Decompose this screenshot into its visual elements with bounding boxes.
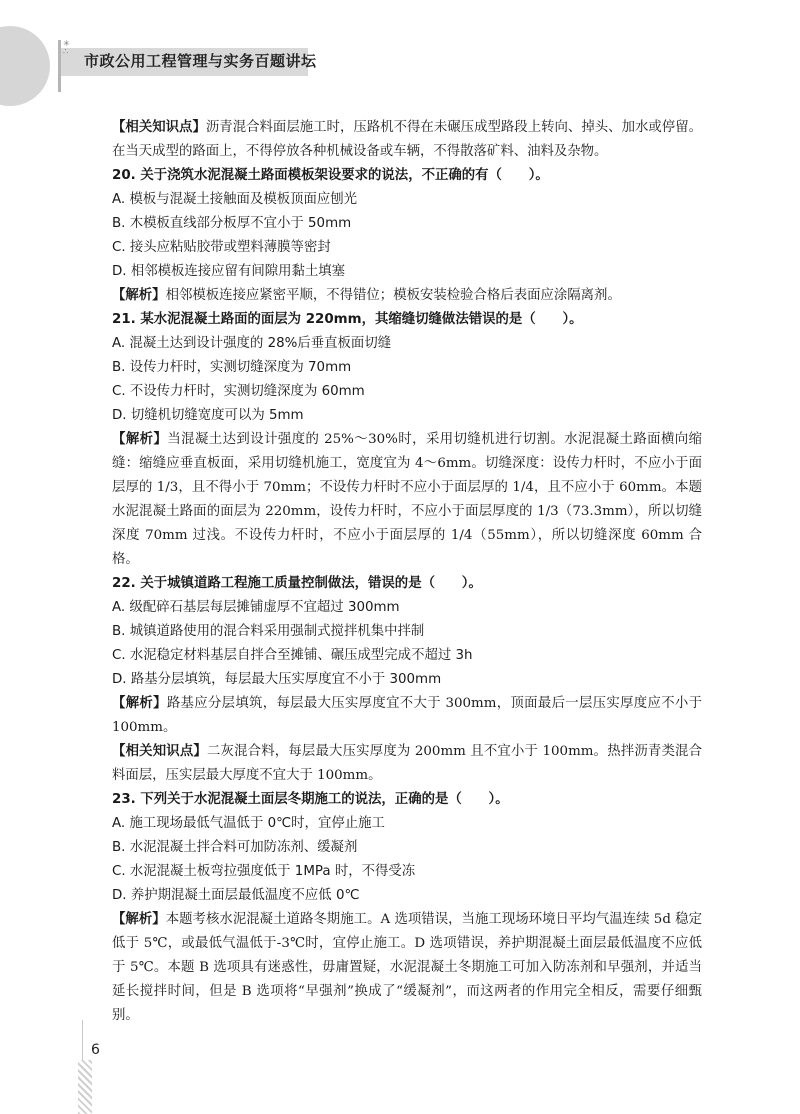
question-20: 20. 关于浇筑水泥混凝土路面模板架设要求的说法，不正确的有（ ）。	[112, 168, 549, 183]
option: A. 模板与混凝土接触面及模板顶面应刨光	[112, 192, 358, 207]
header-circle-decoration	[0, 26, 50, 106]
option: A. 混凝土达到设计强度的 28%后垂直板面切缝	[112, 336, 392, 351]
option: D. 路基分层填筑，每层最大压实厚度宜不小于 300mm	[112, 672, 442, 687]
option: A. 级配碎石基层每层摊铺虚厚不宜超过 300mm	[112, 600, 400, 615]
question-23: 23. 下列关于水泥混凝土面层冬期施工的说法，正确的是（ ）。	[112, 792, 509, 807]
header-divider	[58, 40, 61, 92]
footer-decoration	[78, 1060, 92, 1114]
option: C. 水泥稳定材料基层自拌合至摊铺、碾压成型完成不超过 3h	[112, 648, 473, 663]
option: A. 施工现场最低气温低于 0℃时，宜停止施工	[112, 816, 385, 831]
page-number: 6	[91, 1042, 100, 1058]
explanation: 【解析】相邻模板连接应紧密平顺，不得错位；模板安装检验合格后表面应涂隔离剂。	[112, 288, 621, 303]
question-21: 21. 某水泥混凝土路面的面层为 220mm，其缩缝切缝做法错误的是（ ）。	[112, 312, 583, 327]
question-22: 22. 关于城镇道路工程施工质量控制做法，错误的是（ ）。	[112, 576, 482, 591]
option: B. 城镇道路使用的混合料采用强制式搅拌机集中拌制	[112, 624, 425, 639]
option: C. 不设传力杆时，实测切缝深度为 60mm	[112, 384, 365, 399]
knowledge-point: 【相关知识点】二灰混合料，每层最大压实厚度为 200mm 且不宜小于 100mm。热拌沥青类混合料面层，压实层最大厚度不宜大于 100mm。	[112, 744, 702, 783]
option: D. 切缝机切缝宽度可以为 5mm	[112, 408, 304, 423]
option: B. 设传力杆时，实测切缝深度为 70mm	[112, 360, 352, 375]
option: C. 接头应粘贴胶带或塑料薄膜等密封	[112, 240, 331, 255]
explanation: 【解析】路基应分层填筑，每层最大压实厚度宜不大于 300mm，顶面最后一层压实厚度应不小于 100mm。	[112, 696, 702, 735]
explanation: 【解析】当混凝土达到设计强度的 25%～30%时，采用切缝机进行切割。水泥混凝土路面横向缩缝：缩缝应垂直板面，采用切缝机施工，宽度宜为 4～6mm。切缝深度：设传力杆时，不应小于面层厚的 1/3，且不得小于 70mm；不设传力杆时不应小于面层厚的 1/4，且不应小于 60mm。本题水泥混凝土路面的面层为 220mm，设传力杆时，不应小于面层厚度的 1/3（73.3mm），所以切缝深度 70mm 过浅。不设传力杆时，不应小于面层厚的 1/4（55mm），所以切缝深度 60mm 合格。	[112, 432, 703, 567]
option: B. 木模板直线部分板厚不宜小于 50mm	[112, 216, 352, 231]
header-ornament: ✳ ∴	[63, 39, 70, 56]
option: C. 水泥混凝土板弯拉强度低于 1MPa 时，不得受冻	[112, 864, 416, 879]
explanation: 【解析】本题考核水泥混凝土道路冬期施工。A 选项错误，当施工现场环境日平均气温连续 5d 稳定低于 5℃，或最低气温低于-3℃时，宜停止施工。D 选项错误，养护期混凝土面层最低温度不应低于 5℃。本题 B 选项具有迷惑性，毋庸置疑，水泥混凝土冬期施工可加入防冻剂和早强剂，并适当延长搅拌时间，但是 B 选项将“早强剂”换成了“缓凝剂”，而这两者的作用完全相反，需要仔细甄别。	[112, 912, 703, 1023]
running-header-title: 市政公用工程管理与实务百题讲坛	[84, 52, 317, 70]
option: D. 相邻模板连接应留有间隙用黏土填塞	[112, 264, 346, 279]
option: B. 水泥混凝土拌合料可加防冻剂、缓凝剂	[112, 840, 358, 855]
page-body	[112, 116, 702, 1028]
option: D. 养护期混凝土面层最低温度不应低 0℃	[112, 888, 360, 903]
knowledge-point: 【相关知识点】沥青混合料面层施工时，压路机不得在未碾压成型路段上转向、掉头、加水或停留。在当天成型的路面上，不得停放各种机械设备或车辆，不得散落矿料、油料及杂物。	[112, 120, 703, 159]
